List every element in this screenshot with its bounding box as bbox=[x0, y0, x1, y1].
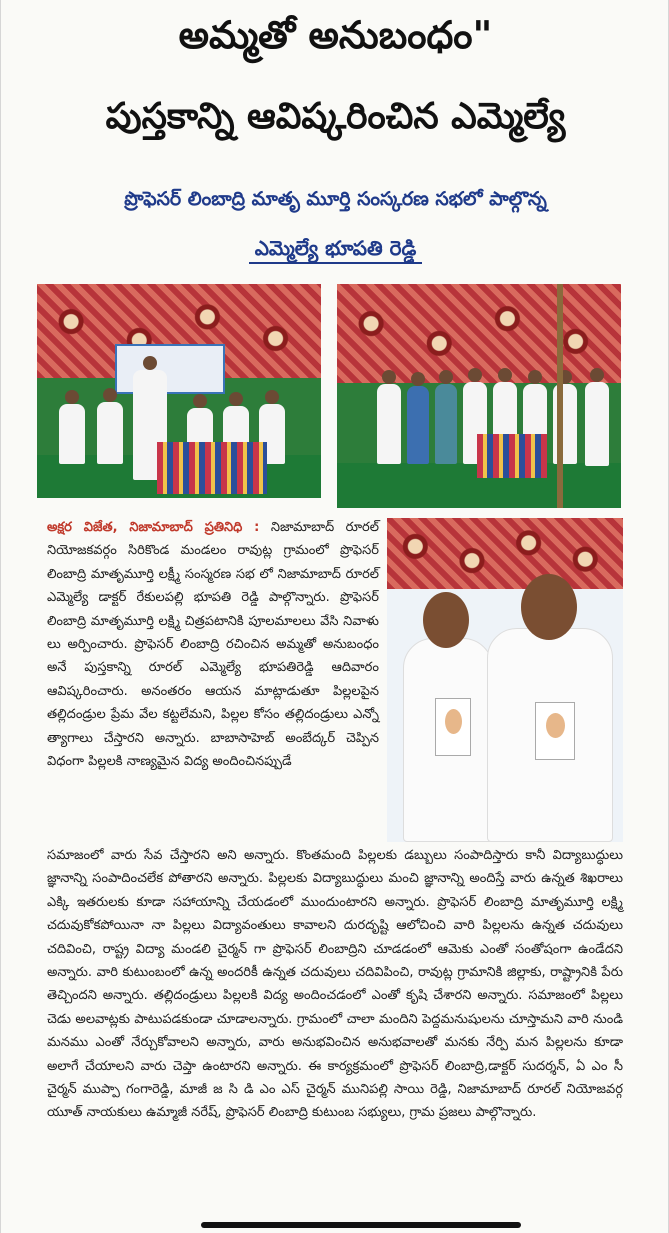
attendee bbox=[59, 404, 85, 464]
stage-banner bbox=[115, 344, 225, 394]
book-cover bbox=[435, 698, 471, 756]
article-body-column-text: నిజామాబాద్ రూరల్ నియోజకవర్గం సిరికొండ మండలం రావుట్ల గ్రామంలో ప్రొఫెసర్ లింబాద్రి మాతృమూర్తి లక్ష్మీ సంస్మరణ సభ లో నిజామాబాద్ రూరల్ ఎమ్మెల్యే డాక్టర్ రేకులపల్లి భూపతి రెడ్డి పాల్గొన్నారు. ప్రొఫెసర్ లింబాద్రి మాతృమూర్తి లక్ష్మి చిత్రపటానికి పూలమాలలు వేసి నివాళు లు అర్పించారు. ప్రొఫెసర్ లింబాద్రి రచించిన అమ్మతో అనుబంధం అనే పుస్తకాన్ని రూరల్ ఎమ్మెల్యే భూపతిరెడ్డి ఆదివారం ఆవిష్కరించారు. అనంతరం ఆయన మాట్లాడుతూ పిల్లలపైన తల్లిదండ్రుల ప్రేమ వేల కట్టలేమని, పిల్లల కోసం తల్లిదండ్రులు ఎన్నో త్యాగాలు చేస్తారని అన్నారు. బాబాసాహెబ్ అంబేద్కర్ చెప్పిన విధంగా పిల్లలకి నాణ్యమైన విద్య అందించినప్పుడే bbox=[47, 520, 379, 770]
event-photo-left bbox=[37, 284, 321, 498]
next-article-edge bbox=[201, 1222, 521, 1228]
book-release-photo bbox=[387, 518, 623, 842]
guest-in-saree bbox=[407, 386, 429, 464]
draped-table bbox=[477, 434, 547, 478]
guest bbox=[377, 384, 401, 464]
guest bbox=[585, 382, 609, 466]
subheadline-line-2 bbox=[1, 236, 669, 265]
draped-table bbox=[157, 442, 267, 494]
article-body-column bbox=[47, 516, 379, 773]
book-cover bbox=[535, 702, 575, 760]
event-photo-right bbox=[337, 284, 621, 508]
tent-pole bbox=[557, 284, 563, 508]
guest-in-saree bbox=[435, 384, 457, 464]
dateline: అక్షర విజేత, నిజామాబాద్ ప్రతినిధి : bbox=[47, 520, 260, 535]
subheadline-line-2-text: ఎమ్మెల్యే భూపతి రెడ్డి bbox=[249, 236, 423, 264]
subheadline-line-1: ప్రొఫెసర్ లింబాద్రి మాతృ మూర్తి సంస్కరణ సభలో పాల్గొన్న bbox=[124, 188, 547, 210]
attendee bbox=[97, 402, 123, 464]
article-body-full: సమాజంలో వారు సేవ చేస్తారని అని అన్నారు. కొంతమంది పిల్లలకు డబ్బులు సంపాదిస్తారు కానీ విద్యాబుద్ధులు జ్ఞానాన్ని సంపాదించలేక పోతారని అన్నారు. పిల్లలకు విద్యాబుద్ధులు మంచి జ్ఞానాన్ని అందిస్తే వారు ఉన్నత శిఖరాలు ఎక్కి ఇతరులకు కూడా సహాయాన్ని చేయడంలో ముందుంటారని అన్నారు. ప్రొఫెసర్ లింబాద్రి మాతృమూర్తి లక్ష్మి చదువుకోకపోయినా నా పిల్లలు విద్యావంతులు కావాలని దురదృష్టి ఆలోచించి వారి పిల్లలను ఉన్నత చదువులు చదివించి, రాష్ట్ర విద్యా మండలి చైర్మన్ గా ప్రొఫెసర్ లింబాద్రిని చూడడంలో ఆమెకు ఎంతో సంతోషంగా ఉండేదని అన్నారు. వారి కుటుంబంలో ఉన్న అందరికీ ఉన్నత చదువులు చదివిపించి, రావుట్ల గ్రామానికి జిల్లాకు, రాష్ట్రానికి పేరు తెచ్చిందని అన్నారు. తల్లిదండ్రులు పిల్లలకి విద్య అందించడంలో ఎంతో కృషి చేశారని అన్నారు. సమాజంలో పిల్లలు చెడు అలవాట్లకు పాటుపడకుండా చూడాలన్నారు. గ్రామంలో చాలా మందిని పెద్దమనుషులను చూస్తామని వారి నుండి మనము ఎంతో నేర్చుకోవాలని అన్నారు, వారు అనుభవించిన అనుభవాలతో మనకు నేర్పి మన పిల్లలను కూడా అలాగే చేయాలని వారు చెప్తా ఉంటారని అన్నారు. ఈ కార్యక్రమంలో ప్రొఫెసర్ లింబాద్రి,డాక్టర్ సుదర్శన్, ఏ ఎం సీ చైర్మన్ ముప్పా గంగారెడ్డి, మాజీ జ సి డి ఎం ఎస్ చైర్మన్ మునిపల్లి సాయి రెడ్డి, నిజామాబాద్ రూరల్ నియోజవర్గ యూత్ నాయకులు ఉమ్మాజీ నరేష్, ప్రొఫెసర్ లింబాద్రి కుటుంబ సభ్యులు, గ్రామ ప్రజలు పాల్గొన్నారు. bbox=[47, 848, 623, 1121]
guest-head bbox=[423, 592, 469, 648]
mla-head bbox=[521, 574, 577, 640]
headline-line-2: పుస్తకాన్ని ఆవిష్కరించిన ఎమ్మెల్యే bbox=[105, 96, 566, 137]
headline-line-1: అమ్మతో అనుబంధం" bbox=[178, 13, 493, 57]
tent-canopy bbox=[387, 518, 623, 589]
tent-canopy bbox=[337, 284, 621, 383]
